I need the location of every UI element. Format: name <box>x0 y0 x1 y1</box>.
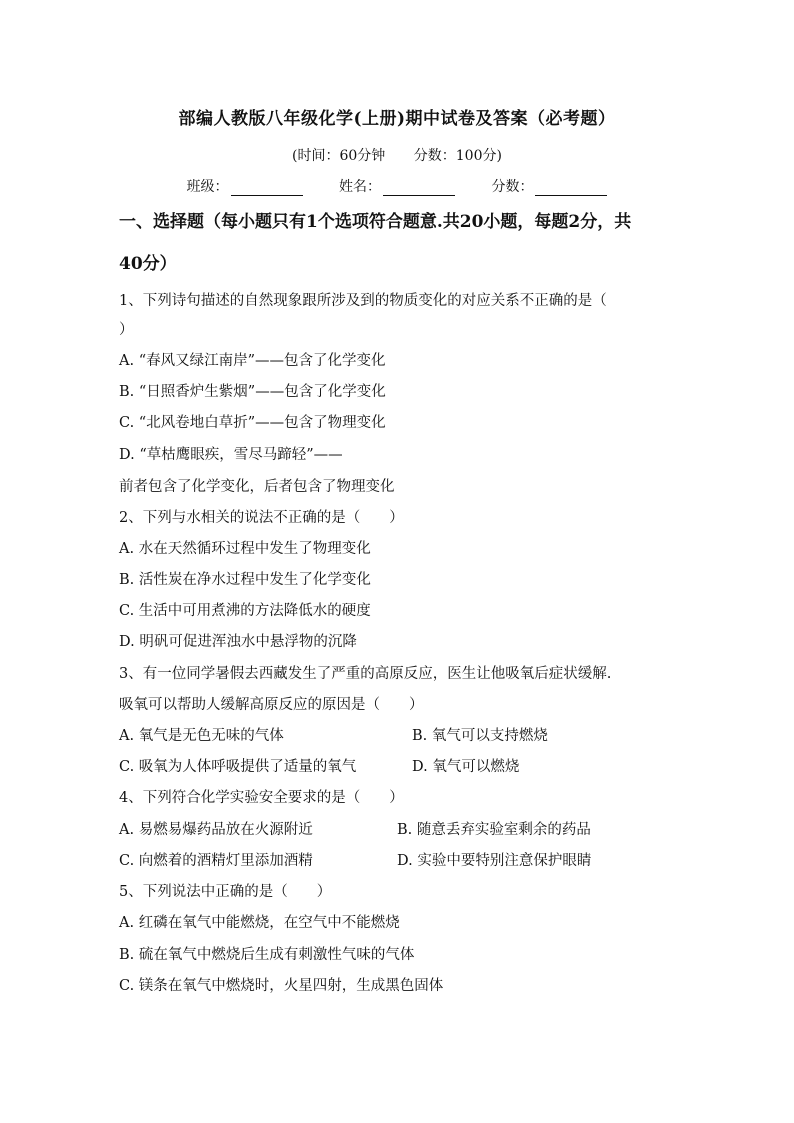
q3-option-d: D. 氧气可以燃烧 <box>412 759 520 775</box>
q1-stem-line1: 1、下列诗句描述的自然现象跟所涉及到的物质变化的对应关系不正确的是（ <box>119 293 607 309</box>
q3-stem-line2: 吸氧可以帮助人缓解高原反应的原因是（ ） <box>119 697 424 713</box>
q1-option-c: C. “北风卷地白草折”——包含了物理变化 <box>119 415 386 431</box>
q2-option-a: A. 水在天然循环过程中发生了物理变化 <box>119 541 371 557</box>
time-limit: (时间：60分钟 <box>292 148 386 164</box>
q1-option-b: B. “日照香炉生紫烟”——包含了化学变化 <box>119 384 386 400</box>
q5-stem: 5、下列说法中正确的是（ ） <box>119 884 332 900</box>
q5-option-b: B. 硫在氧气中燃烧后生成有刺激性气味的气体 <box>119 947 415 963</box>
class-label: 班级： <box>186 179 229 195</box>
q1-option-d-line2: 前者包含了化学变化，后者包含了物理变化 <box>119 479 395 495</box>
q5-option-c: C. 镁条在氧气中燃烧时，火星四射，生成黑色固体 <box>119 978 444 994</box>
q4-option-a: A. 易燃易爆药品放在火源附近 <box>119 822 313 838</box>
q4-option-b: B. 随意丢弃实验室剩余的药品 <box>397 822 591 838</box>
q2-option-b: B. 活性炭在净水过程中发生了化学变化 <box>119 572 371 588</box>
q2-stem: 2、下列与水相关的说法不正确的是（ ） <box>119 510 404 526</box>
q2-option-d: D. 明矾可促进浑浊水中悬浮物的沉降 <box>119 634 357 650</box>
q4-stem: 4、下列符合化学实验安全要求的是（ ） <box>119 790 404 806</box>
exam-subtitle <box>0 145 794 165</box>
points-label: 分数： <box>491 179 534 195</box>
total-score: 分数：100分) <box>413 148 502 164</box>
class-field <box>187 176 303 196</box>
q5-option-a: A. 红磷在氧气中能燃烧，在空气中不能燃烧 <box>119 915 400 931</box>
points-field <box>491 176 607 196</box>
name-label: 姓名： <box>339 179 381 195</box>
section-heading-line2: 40分） <box>119 254 177 274</box>
q4-option-d: D. 实验中要特别注意保护眼睛 <box>397 853 592 869</box>
q4-option-c: C. 向燃着的酒精灯里添加酒精 <box>119 853 313 869</box>
exam-title: 部编人教版八年级化学(上册)期中试卷及答案（必考题） <box>178 109 616 129</box>
class-blank <box>231 181 303 196</box>
q3-option-b: B. 氧气可以支持燃烧 <box>412 728 548 744</box>
name-blank <box>383 181 455 196</box>
student-info-line <box>0 176 794 196</box>
section-heading-line1: 一、选择题（每小题只有1个选项符合题意.共20小题，每题2分，共 <box>119 212 632 232</box>
q3-stem-line1: 3、有一位同学暑假去西藏发生了严重的高原反应，医生让他吸氧后症状缓解. <box>119 666 612 682</box>
q1-option-d-line1: D. “草枯鹰眼疾，雪尽马蹄轻”—— <box>119 447 343 463</box>
q2-option-c: C. 生活中可用煮沸的方法降低水的硬度 <box>119 603 371 619</box>
q3-option-a: A. 氧气是无色无味的气体 <box>119 728 284 744</box>
points-blank <box>535 181 607 196</box>
q3-option-c: C. 吸氧为人体呼吸提供了适量的氧气 <box>119 759 357 775</box>
q1-option-a: A. “春风又绿江南岸”——包含了化学变化 <box>119 353 386 369</box>
q1-stem-line2: ） <box>119 322 134 338</box>
name-field <box>339 176 455 196</box>
